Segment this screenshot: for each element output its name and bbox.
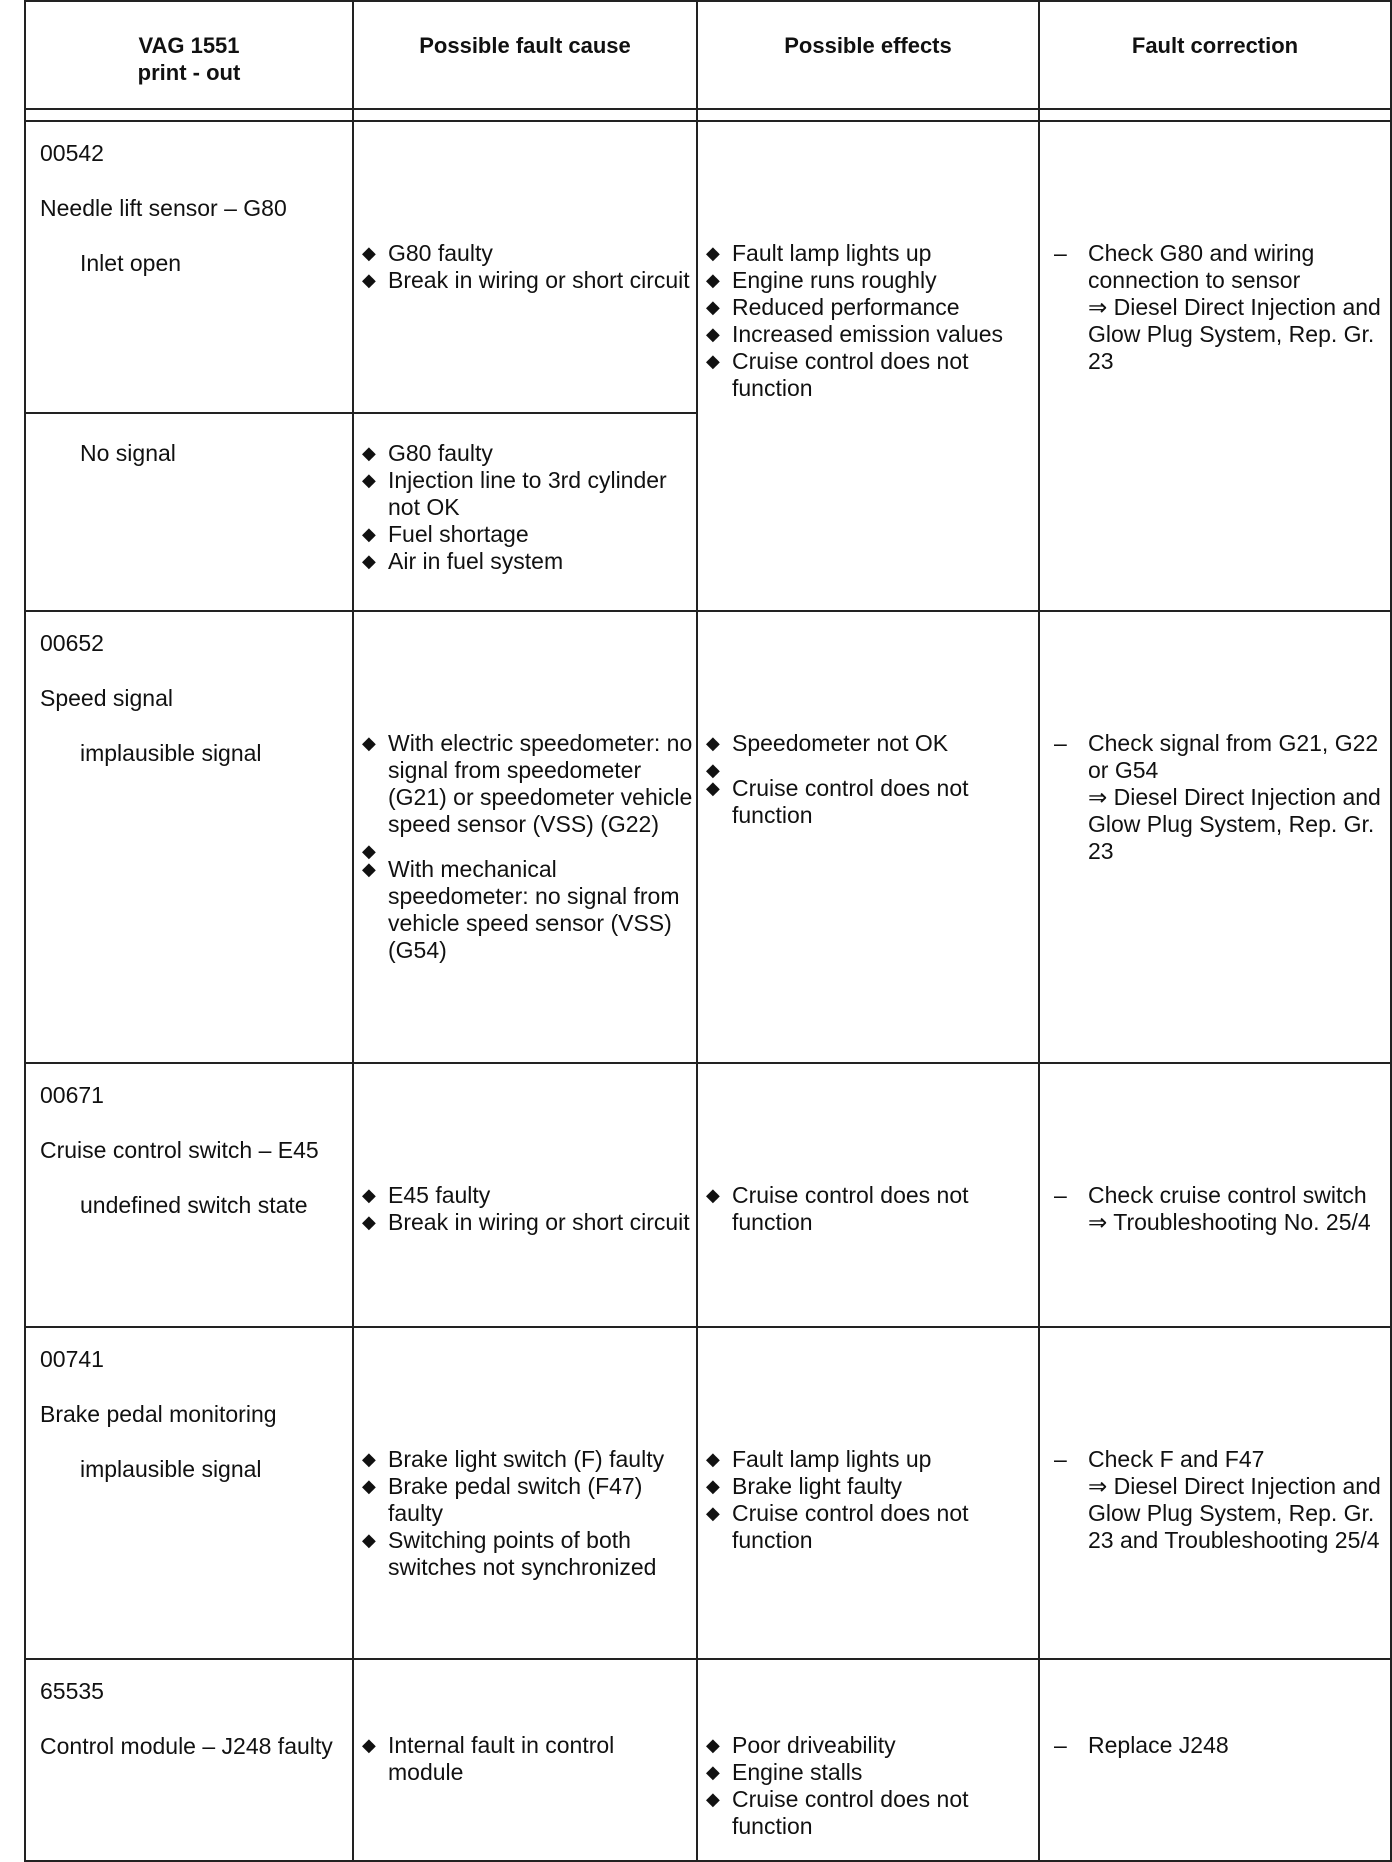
list-item: ◆ G80 faulty: [354, 240, 696, 267]
cause-list: [354, 1446, 696, 1581]
list-item: ◆ Cruise control does not function: [698, 348, 1038, 402]
list-item: ◆ Injection line to 3rd cylinder not OK: [354, 467, 696, 521]
list-item: ◆ Engine runs roughly: [698, 267, 1038, 294]
effects-cell: [697, 121, 1039, 611]
fault-table: [24, 0, 1392, 1862]
header-vag-line1: VAG 1551: [138, 33, 240, 58]
dash: –: [1054, 240, 1067, 266]
list-item: ◆ Fault lamp lights up: [698, 1446, 1038, 1473]
correction-cell: [1039, 1327, 1391, 1659]
fault-name: Cruise control switch – E45: [40, 1137, 319, 1163]
list-item: ◆ Fault lamp lights up: [698, 240, 1038, 267]
cause-cell: [353, 1659, 697, 1861]
correction-cell: [1039, 611, 1391, 1063]
correction-line: Check signal from G21, G22 or G54: [1088, 730, 1379, 783]
table-row: [25, 1063, 1391, 1327]
list-item: ◆ Speedometer not OK: [698, 730, 1038, 757]
correction-reference: ⇒ Diesel Direct Injection and Glow Plug System, Rep. Gr. 23 and Troubleshooting 25/4: [1088, 1473, 1381, 1553]
fault-name: Control module – J248 faulty: [40, 1733, 333, 1759]
correction-text: [1040, 730, 1390, 865]
table-row: [25, 611, 1391, 1063]
document-page: [24, 0, 1392, 1856]
cause-list: [354, 240, 696, 294]
fault-code: 00741: [40, 1346, 104, 1372]
effects-cell: [697, 1063, 1039, 1327]
fault-code: 65535: [40, 1678, 104, 1704]
cause-list: [354, 1182, 696, 1236]
fault-condition: Inlet open: [80, 250, 182, 276]
list-item: ◆ Engine stalls: [698, 1759, 1038, 1786]
effects-list: [698, 240, 1038, 402]
header-vag-line2: print - out: [137, 60, 241, 85]
correction-text: [1040, 1732, 1390, 1759]
fault-code: 00671: [40, 1082, 104, 1108]
fault-code: 00652: [40, 630, 104, 656]
correction-text: [1040, 1446, 1390, 1554]
fault-condition: implausible signal: [80, 740, 262, 766]
printout-cell: [25, 413, 353, 611]
correction-line: Replace J248: [1088, 1732, 1229, 1758]
effects-cell: [697, 1327, 1039, 1659]
list-item: ◆ G80 faulty: [354, 440, 696, 467]
correction-text: [1040, 1182, 1390, 1236]
correction-line: Check G80 and wiring connection to sensor: [1088, 240, 1315, 293]
table-row: [25, 121, 1391, 413]
correction-reference: ⇒ Troubleshooting No. 25/4: [1088, 1209, 1371, 1235]
cause-cell: [353, 1327, 697, 1659]
effects-list: [698, 730, 1038, 829]
list-item: ◆ With electric speedometer: no signal from speedometer (G21) or speedometer vehicle speed sensor (VSS) (G22): [354, 730, 696, 838]
header-row: [25, 1, 1391, 109]
correction-reference: ⇒ Diesel Direct Injection and Glow Plug System, Rep. Gr. 23: [1088, 294, 1381, 374]
fault-code: 00542: [40, 140, 104, 166]
cause-cell: [353, 413, 697, 611]
fault-condition: implausible signal: [80, 1456, 262, 1482]
printout-cell: [25, 1327, 353, 1659]
table-row: [25, 1659, 1391, 1861]
correction-text: [1040, 240, 1390, 375]
fault-name: Speed signal: [40, 685, 173, 711]
list-item: ◆ Poor driveability: [698, 1732, 1038, 1759]
cause-list: [354, 730, 696, 964]
list-item: ◆ Switching points of both switches not synchronized: [354, 1527, 696, 1581]
fault-name: Brake pedal monitoring: [40, 1401, 277, 1427]
list-item: ◆ Increased emission values: [698, 321, 1038, 348]
list-item: ◆ Fuel shortage: [354, 521, 696, 548]
list-spacer: [354, 838, 696, 856]
correction-cell: [1039, 121, 1391, 611]
list-item: ◆ Cruise control does not function: [698, 1786, 1038, 1840]
printout-cell: [25, 121, 353, 413]
printout-cell: [25, 1063, 353, 1327]
list-item: ◆ Cruise control does not function: [698, 1182, 1038, 1236]
effects-list: [698, 1182, 1038, 1236]
dash: –: [1054, 730, 1067, 756]
cause-list: [354, 440, 696, 575]
list-item: ◆ Internal fault in control module: [354, 1732, 696, 1786]
fault-condition: No signal: [80, 440, 176, 466]
list-item: ◆ Brake light faulty: [698, 1473, 1038, 1500]
list-item: ◆ With mechanical speedometer: no signal from vehicle speed sensor (VSS) (G54): [354, 856, 696, 964]
list-item: ◆ Brake light switch (F) faulty: [354, 1446, 696, 1473]
correction-line: Check F and F47: [1088, 1446, 1265, 1472]
dash: –: [1054, 1732, 1067, 1758]
correction-reference: ⇒ Diesel Direct Injection and Glow Plug System, Rep. Gr. 23: [1088, 784, 1381, 864]
list-spacer: [698, 757, 1038, 775]
correction-cell: [1039, 1659, 1391, 1861]
header-fault-cause: Possible fault cause: [353, 1, 697, 109]
list-item: ◆ Break in wiring or short circuit: [354, 1209, 696, 1236]
list-item: ◆ Cruise control does not function: [698, 1500, 1038, 1554]
cause-list: [354, 1732, 696, 1786]
correction-line: Check cruise control switch: [1088, 1182, 1367, 1208]
fault-name: Needle lift sensor – G80: [40, 195, 287, 221]
list-item: ◆ Brake pedal switch (F47) faulty: [354, 1473, 696, 1527]
dash: –: [1054, 1446, 1067, 1472]
list-item: ◆ Cruise control does not function: [698, 775, 1038, 829]
header-effects: Possible effects: [697, 1, 1039, 109]
list-item: ◆ Reduced performance: [698, 294, 1038, 321]
list-item: ◆ Break in wiring or short circuit: [354, 267, 696, 294]
list-item: ◆ Air in fuel system: [354, 548, 696, 575]
header-vag-1551: [25, 1, 353, 109]
printout-cell: [25, 1659, 353, 1861]
cause-cell: [353, 1063, 697, 1327]
effects-cell: [697, 1659, 1039, 1861]
header-correction: Fault correction: [1039, 1, 1391, 109]
effects-list: [698, 1446, 1038, 1554]
cause-cell: [353, 611, 697, 1063]
fault-condition: undefined switch state: [80, 1192, 308, 1218]
printout-cell: [25, 611, 353, 1063]
effects-list: [698, 1732, 1038, 1840]
list-item: ◆ E45 faulty: [354, 1182, 696, 1209]
header-spacer-row: [25, 109, 1391, 121]
table-row: [25, 1327, 1391, 1659]
dash: –: [1054, 1182, 1067, 1208]
effects-cell: [697, 611, 1039, 1063]
correction-cell: [1039, 1063, 1391, 1327]
cause-cell: [353, 121, 697, 413]
